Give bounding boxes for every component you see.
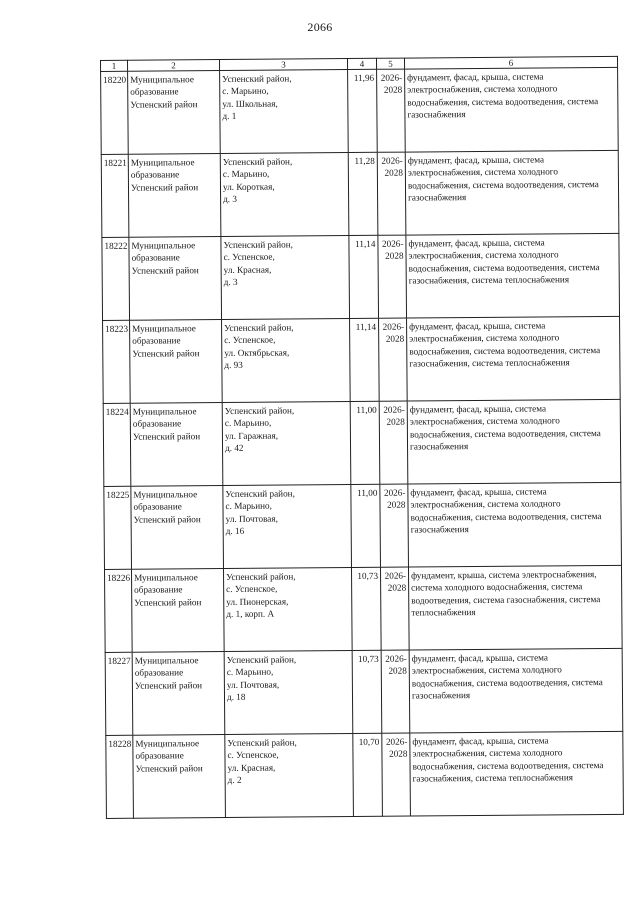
address-line: Успенский район, [224,322,294,333]
address-line: Успенский район, [225,488,295,499]
table-row [105,648,623,735]
area-value: 10,73 [351,567,381,650]
period-value: 2026-2028 [382,733,411,816]
period-value: 2026-2028 [380,484,409,567]
address-line: д. 1 [222,110,237,121]
owner-line: образование [135,750,184,762]
owner-line: образование [134,584,183,596]
address-line: ул. Пионерская, [226,596,289,607]
table-row [104,565,622,652]
owner-line: Успенский район [131,264,199,276]
owner-cell [132,652,225,736]
address-line: д. 3 [223,276,238,287]
owner-line: Муниципальное [135,738,200,749]
works-list: фундамент, фасад, крыша, система электроснабжения, система холодного водоснабжения, система водоотведения, система газоснабжения [407,399,621,484]
owner-line: образование [132,335,181,347]
record-number: 18226 [104,569,132,652]
address-line: с. Успенское, [223,251,275,263]
address-cell [220,70,349,154]
area-value: 11,00 [350,401,380,484]
address-line: ул. Октябрьская, [224,347,290,358]
owner-line: Муниципальное [134,572,198,583]
owner-line: Муниципальное [132,406,197,417]
address-line: д. 3 [223,193,238,204]
area-value: 11,14 [350,318,380,401]
address-line: ул. Почтовая, [226,679,280,690]
table-row [102,233,620,320]
column-header: 2 [127,60,219,72]
address-cell [221,236,350,320]
owner-line: Успенский район [135,762,203,774]
column-header: 3 [219,59,347,71]
address-line: Успенский район, [223,239,293,250]
record-number: 18223 [103,320,131,403]
page-number: 2066 [307,20,333,34]
owner-cell [130,403,223,487]
registry-table [100,56,624,819]
period-value: 2026-2028 [378,235,407,318]
owner-cell [131,569,224,653]
area-value: 11,28 [348,152,378,235]
table-row [101,150,619,237]
record-number: 18222 [102,237,130,320]
works-list: фундамент, фасад, крыша, система электроснабжения, система холодного водоснабжения, система водоотведения, система газоснабжения, система теплоснабжения [406,233,620,318]
works-list: фундамент, фасад, крыша, система электроснабжения, система холодного водоснабжения, система водоотведения, система газоснабжения, система теплоснабжения [410,731,624,816]
owner-line: Муниципальное [134,655,199,666]
address-line: с. Марьино, [222,85,269,97]
works-list: фундамент, крыша, система электроснабжения, система холодного водоснабжения, система водоотведения, система газоснабжения, система теплоснабжения [408,565,622,650]
owner-cell [128,154,221,238]
address-line: д. 93 [224,359,243,370]
works-list: фундамент, фасад, крыша, система электроснабжения, система холодного водоснабжения, система водоотведения, система газоснабжения [408,482,622,567]
address-line: Успенский район, [227,737,297,748]
area-value: 11,14 [349,235,379,318]
table-row [106,731,624,818]
area-value: 10,73 [352,650,382,733]
column-header: 4 [347,58,376,69]
address-cell [223,485,352,569]
owner-cell [130,320,223,404]
owner-cell [133,735,226,819]
address-line: с. Марьино, [222,168,270,180]
works-list: фундамент, фасад, крыша, система электроснабжения, система холодного водоснабжения, система водоотведения, система газоснабжения, система теплоснабжения [407,316,621,401]
area-value: 10,70 [353,733,383,816]
address-cell [222,402,351,486]
table-row [101,67,619,154]
address-line: Успенский район, [222,73,292,85]
owner-line: образование [132,418,182,430]
owner-line: Успенский район [134,679,203,691]
address-line: Успенский район, [222,156,293,168]
owner-line: образование [130,86,179,98]
table-row [104,482,622,569]
address-line: с. Успенское, [224,334,276,346]
record-number: 18225 [104,486,132,569]
address-line: ул. Красная, [223,264,272,275]
period-value: 2026-2028 [379,401,408,484]
period-value: 2026-2028 [377,69,406,152]
address-line: с. Успенское, [226,583,278,595]
address-line: с. Марьино, [225,500,272,512]
record-number: 18221 [101,154,129,237]
table-row [103,399,621,486]
address-line: ул. Короткая, [222,181,275,192]
address-line: д. 2 [227,774,242,785]
owner-line: образование [133,501,182,513]
address-cell [223,568,352,652]
owner-line: Успенский район [130,181,199,193]
owner-line: Успенский район [132,430,201,442]
owner-cell [129,237,222,321]
owner-line: образование [134,667,184,679]
address-line: д. 1, корп. А [226,608,275,619]
owner-line: Муниципальное [130,157,195,168]
owner-line: Успенский район [130,98,198,110]
area-value: 11,96 [348,69,378,152]
address-line: д. 42 [225,442,244,453]
column-header: 6 [404,56,617,69]
owner-cell [131,486,224,570]
owner-line: Успенский район [133,513,201,525]
address-line: Успенский район, [224,405,295,416]
column-header: 5 [376,58,404,69]
owner-line: Муниципальное [131,240,196,251]
address-line: Успенский район, [226,654,297,665]
address-cell [225,733,354,817]
owner-line: Успенский район [134,596,202,608]
address-cell [222,319,351,403]
area-value: 11,00 [351,484,381,567]
address-cell [220,153,349,237]
column-header: 1 [100,60,127,71]
owner-line: Муниципальное [132,323,196,334]
address-line: с. Марьино, [224,417,272,429]
owner-line: Муниципальное [130,74,194,85]
address-line: Успенский район, [226,571,296,582]
address-line: с. Марьино, [226,666,274,678]
address-line: ул. Гаражная, [224,430,279,441]
period-value: 2026-2028 [379,318,408,401]
address-line: ул. Почтовая, [225,513,278,524]
owner-line: образование [130,169,180,181]
owner-line: образование [131,252,180,264]
owner-line: Успенский район [132,347,200,359]
record-number: 18224 [103,403,131,486]
record-number: 18227 [105,652,133,735]
table-row [103,316,621,403]
address-line: с. Успенское, [227,749,279,761]
works-list: фундамент, фасад, крыша, система электроснабжения, система холодного водоснабжения, система водоотведения, система газоснабжения [409,648,623,733]
address-line: ул. Школьная, [222,98,278,109]
record-number: 18220 [101,71,129,154]
owner-cell [128,71,221,155]
period-value: 2026-2028 [377,152,406,235]
address-cell [224,651,353,735]
owner-line: Муниципальное [133,489,198,500]
table-body [101,67,624,818]
record-number: 18228 [106,735,134,818]
works-list: фундамент, фасад, крыша, система электроснабжения, система холодного водоснабжения, система водоотведения, система газоснабжения [405,150,619,235]
address-line: д. 18 [226,691,246,702]
address-line: д. 16 [225,525,245,536]
period-value: 2026-2028 [381,650,410,733]
address-line: ул. Красная, [227,762,276,773]
period-value: 2026-2028 [380,567,409,650]
works-list: фундамент, фасад, крыша, система электроснабжения, система холодного водоснабжения, система водоотведения, система газоснабжения [405,67,619,152]
